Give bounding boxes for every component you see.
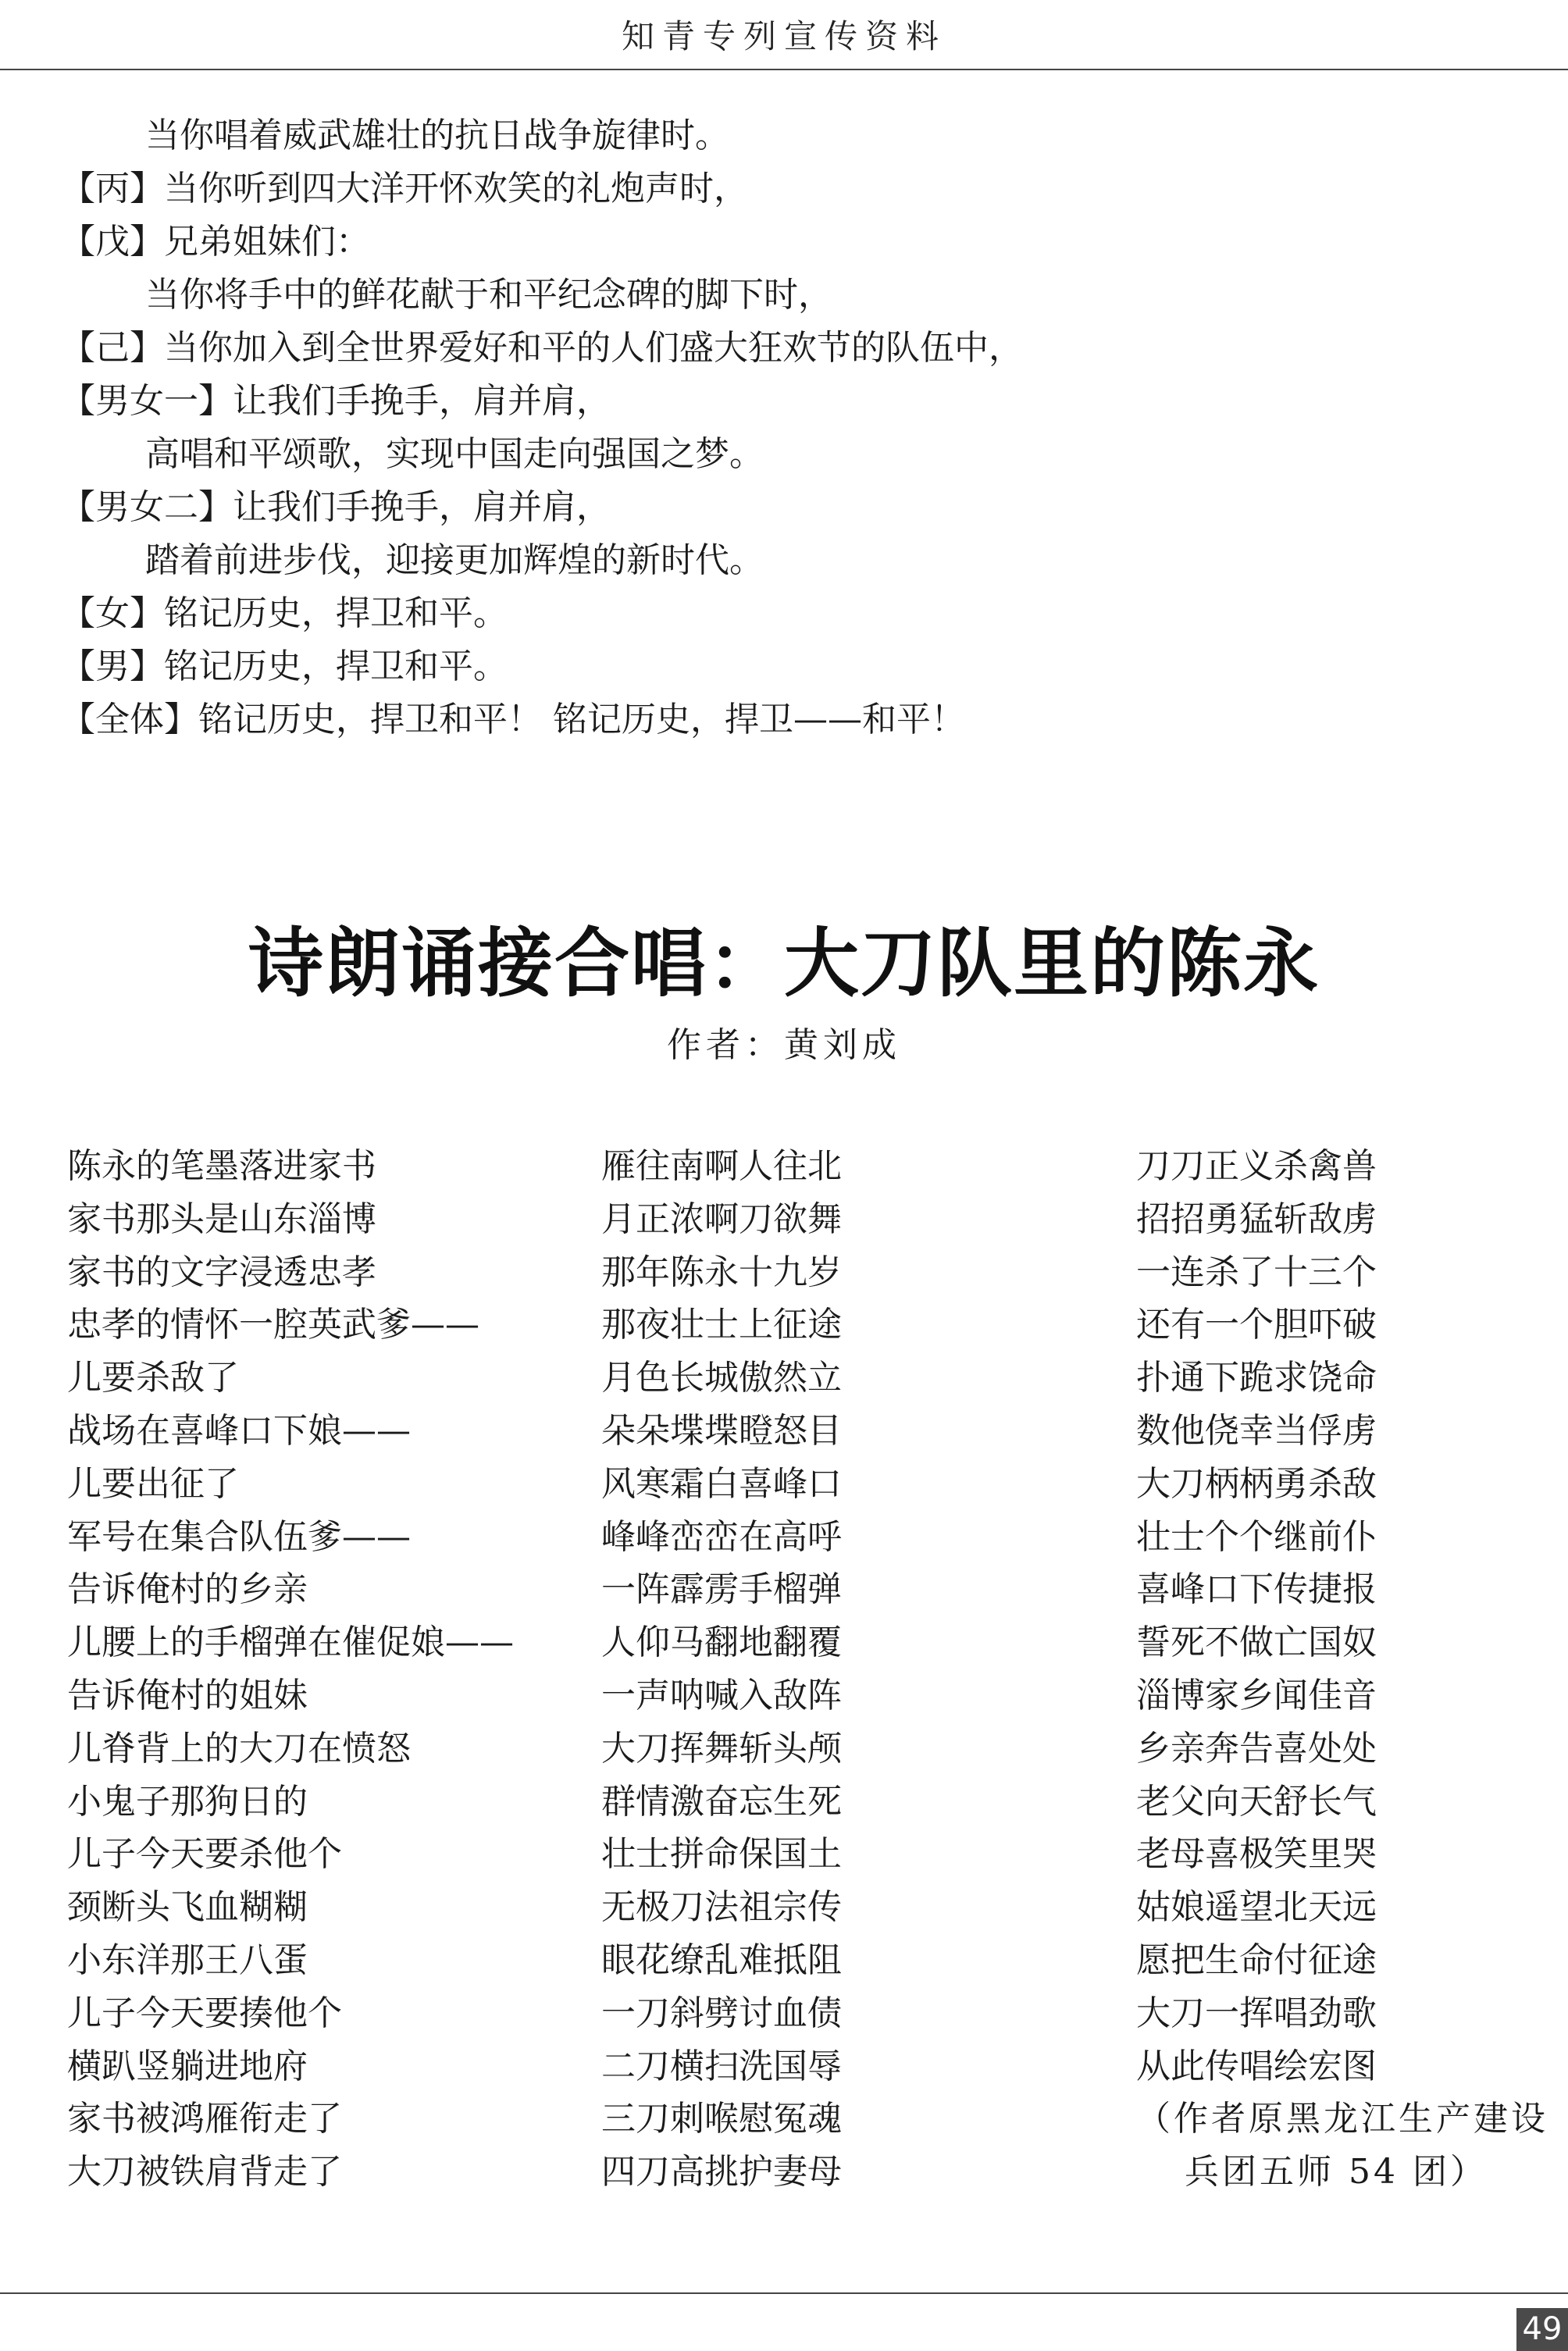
poem-line: 誓死不做亡国奴 xyxy=(1136,1623,1377,1663)
poem-line: 雁往南啊人往北 xyxy=(601,1146,842,1186)
poem-line: 大刀柄柄勇杀敌 xyxy=(1136,1463,1377,1504)
poem-line: 一连杀了十三个 xyxy=(1136,1252,1377,1292)
poem-line: 老母喜极笑里哭 xyxy=(1136,1834,1377,1875)
poem-line: 战场在喜峰口下娘—— xyxy=(67,1410,411,1451)
poem-line: 小东洋那王八蛋 xyxy=(67,1940,308,1980)
poem-line: 壮士个个继前仆 xyxy=(1136,1516,1377,1557)
poem-line: 忠孝的情怀一腔英武爹—— xyxy=(67,1305,479,1345)
dialog-line: 【戊】兄弟姐妹们： xyxy=(61,222,370,262)
poem-line: 淄博家乡闻佳音 xyxy=(1136,1675,1377,1715)
poem-line: 军号在集合队伍爹—— xyxy=(67,1516,411,1557)
poem-line: 二刀横扫洗国辱 xyxy=(601,2046,842,2086)
dialog-line: 【男女二】让我们手挽手，肩并肩， xyxy=(61,487,611,527)
poem-line: 愿把生命付征途 xyxy=(1136,1940,1377,1980)
poem-column-3 xyxy=(1136,1140,1558,2199)
poem-column-2 xyxy=(601,1140,1039,2199)
poem-line: 从此传唱绘宏图 xyxy=(1136,2046,1377,2086)
poem-line: 大刀挥舞斩头颅 xyxy=(601,1728,842,1769)
author-note-line-2: 兵团五师 54 团） xyxy=(1185,2152,1488,2192)
poem-line: 家书的文字浸透忠孝 xyxy=(67,1252,376,1292)
header-divider xyxy=(0,69,1568,70)
poem-line: 三刀刺喉慰冤魂 xyxy=(601,2099,842,2139)
poem-line: 那夜壮士上征途 xyxy=(601,1305,842,1345)
poem-line: 乡亲奔告喜处处 xyxy=(1136,1728,1377,1769)
poem-line: 小鬼子那狗日的 xyxy=(67,1781,308,1822)
poem-line: 横趴竖躺进地府 xyxy=(67,2046,308,2086)
dialog-line: 【女】铭记历史，捍卫和平。 xyxy=(61,593,508,633)
dialog-line: 踏着前进步伐，迎接更加辉煌的新时代。 xyxy=(145,540,764,580)
page-number: 49 xyxy=(1516,2308,1568,2351)
poem-column-1 xyxy=(67,1140,567,2199)
dialog-script xyxy=(61,109,1506,746)
poem-line: 无极刀法祖宗传 xyxy=(601,1887,842,1928)
poem-line: 还有一个胆吓破 xyxy=(1136,1305,1377,1345)
poem-line: 儿子今天要杀他个 xyxy=(67,1834,342,1875)
poem-line: 告诉俺村的乡亲 xyxy=(67,1569,308,1610)
poem-line: 招招勇猛斩敌虏 xyxy=(1136,1199,1377,1239)
dialog-line: 【丙】当你听到四大洋开怀欢笑的礼炮声时， xyxy=(61,169,748,208)
poem-author: 作者：黄刘成 xyxy=(667,1025,901,1065)
poem-line: 儿脊背上的大刀在愤怒 xyxy=(67,1728,411,1769)
poem-line: 一声呐喊入敌阵 xyxy=(601,1675,842,1715)
poem-line: 大刀被铁肩背走了 xyxy=(67,2152,342,2192)
dialog-line: 【男女一】让我们手挽手，肩并肩， xyxy=(61,381,611,421)
poem-line: 数他侥幸当俘虏 xyxy=(1136,1410,1377,1451)
dialog-line: 【全体】铭记历史，捍卫和平！ 铭记历史，捍卫——和平！ xyxy=(61,700,965,739)
poem-line: 儿要出征了 xyxy=(67,1463,239,1504)
dialog-line: 当你唱着威武雄壮的抗日战争旋律时。 xyxy=(145,116,729,155)
poem-line: 壮士拼命保国土 xyxy=(601,1834,842,1875)
poem-line: 刀刀正义杀禽兽 xyxy=(1136,1146,1377,1186)
poem-line: 朵朵堞堞瞪怒目 xyxy=(601,1410,842,1451)
poem-line: 家书那头是山东淄博 xyxy=(67,1199,376,1239)
poem-line: 扑通下跪求饶命 xyxy=(1136,1358,1377,1398)
poem-line: 人仰马翻地翻覆 xyxy=(601,1623,842,1663)
poem-line: 儿腰上的手榴弹在催促娘—— xyxy=(67,1623,514,1663)
poem-line: 四刀高挑护妻母 xyxy=(601,2152,842,2192)
poem-line: 姑娘遥望北天远 xyxy=(1136,1887,1377,1928)
author-note-line-1: （作者原黑龙江生产建设 xyxy=(1136,2099,1548,2139)
poem-line: 儿要杀敌了 xyxy=(67,1358,239,1398)
poem-line: 大刀一挥唱劲歌 xyxy=(1136,1993,1377,2033)
poem-line: 颈断头飞血糊糊 xyxy=(67,1887,308,1928)
poem-line: 陈永的笔墨落进家书 xyxy=(67,1146,376,1186)
poem-line: 老父向天舒长气 xyxy=(1136,1781,1377,1822)
poem-line: 风寒霜白喜峰口 xyxy=(601,1463,842,1504)
poem-line: 一阵霹雳手榴弹 xyxy=(601,1569,842,1610)
poem-line: 月正浓啊刀欲舞 xyxy=(601,1199,842,1239)
poem-line: 峰峰峦峦在高呼 xyxy=(601,1516,842,1557)
dialog-line: 【男】铭记历史，捍卫和平。 xyxy=(61,647,508,686)
footer-divider xyxy=(0,2292,1568,2294)
poem-line: 一刀斜劈讨血债 xyxy=(601,1993,842,2033)
poem-line: 眼花缭乱难抵阻 xyxy=(601,1940,842,1980)
dialog-line: 当你将手中的鲜花献于和平纪念碑的脚下时， xyxy=(145,275,832,315)
poem-line: 家书被鸿雁衔走了 xyxy=(67,2099,342,2139)
header-title: 知青专列宣传资料 xyxy=(621,17,946,55)
poem-line: 喜峰口下传捷报 xyxy=(1136,1569,1377,1610)
poem-line: 那年陈永十九岁 xyxy=(601,1252,842,1292)
poem-line: 月色长城傲然立 xyxy=(601,1358,842,1398)
poem-title: 诗朗诵接合唱：大刀队里的陈永 xyxy=(248,920,1320,1007)
poem-line: 儿子今天要揍他个 xyxy=(67,1993,342,2033)
dialog-line: 高唱和平颂歌，实现中国走向强国之梦。 xyxy=(145,434,764,474)
page-header xyxy=(0,0,1568,70)
poem-line: 告诉俺村的姐妹 xyxy=(67,1675,308,1715)
poem-line: 群情激奋忘生死 xyxy=(601,1781,842,1822)
dialog-line: 【己】当你加入到全世界爱好和平的人们盛大狂欢节的队伍中， xyxy=(61,328,1023,368)
